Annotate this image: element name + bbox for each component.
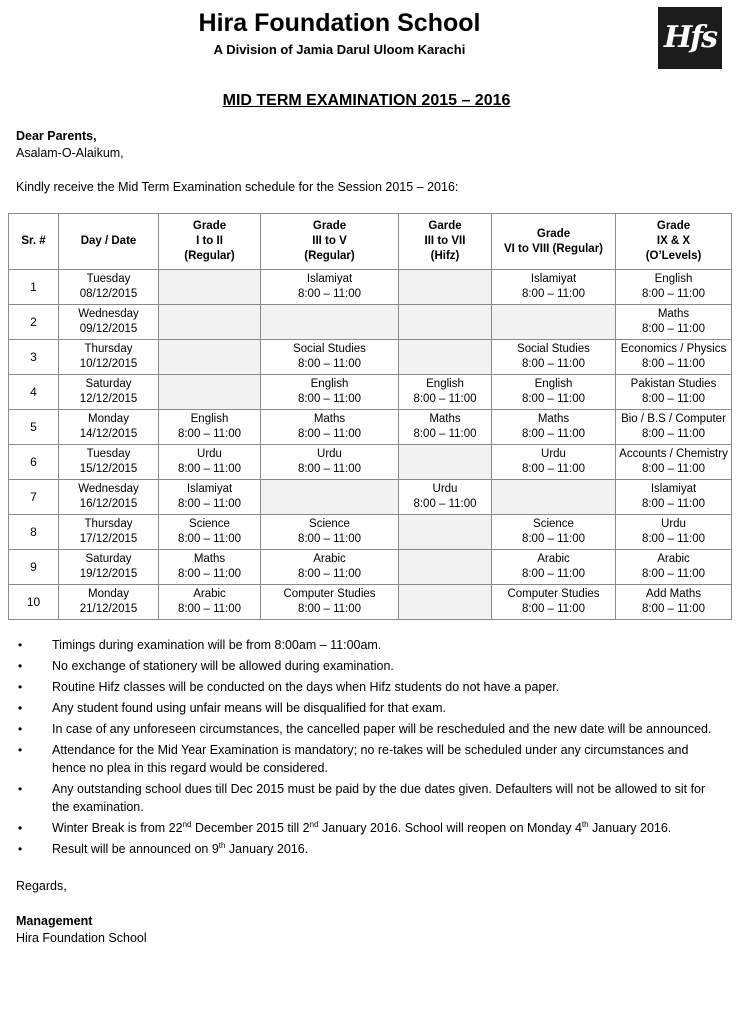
table-row [9, 585, 732, 620]
cell-serial-number: 1 [9, 270, 59, 305]
cell-grade-1-2 [159, 445, 261, 480]
cell-day-date [59, 480, 159, 515]
cell-grade-hifz [399, 270, 492, 305]
date-label: 14/12/2015 [79, 428, 138, 440]
cell-grade-hifz [399, 550, 492, 585]
date-label: 12/12/2015 [79, 393, 138, 405]
text-run: December 2015 till 2 [191, 821, 310, 835]
cell-grade-3-5 [261, 515, 399, 550]
exam-subject: Accounts / Chemistry [619, 448, 728, 460]
page-title: MID TERM EXAMINATION 2015 – 2016 [222, 92, 511, 109]
cell-grade-1-2 [159, 305, 261, 340]
cell-grade-1-2 [159, 480, 261, 515]
cell-grade-9-10 [616, 410, 732, 445]
exam-time: 8:00 – 11:00 [641, 498, 706, 510]
cell-grade-1-2 [159, 515, 261, 550]
cell-grade-hifz [399, 340, 492, 375]
exam-subject: Arabic [313, 553, 346, 565]
bullet-icon: • [18, 659, 23, 673]
ordinal-suffix: nd [182, 819, 192, 829]
cell-grade-3-5 [261, 305, 399, 340]
instruction-text: Attendance for the Mid Year Examination is mandatory; no re-takes will be scheduled under any circumstances and hence no plea in this regard would be considered. [52, 743, 689, 775]
cell-day-date [59, 270, 159, 305]
list-item [0, 657, 739, 675]
exam-time: 8:00 – 11:00 [641, 393, 706, 405]
cell-grade-6-8 [492, 270, 616, 305]
date-label: 17/12/2015 [79, 533, 138, 545]
exam-time: 8:00 – 11:00 [177, 498, 242, 510]
exam-schedule-table [8, 213, 732, 620]
bullet-icon: • [18, 842, 23, 856]
day-label: Saturday [85, 553, 132, 565]
school-logo-icon: Hfs [658, 7, 722, 69]
exam-subject: Pakistan Studies [630, 378, 717, 390]
schedule-table-wrapper [8, 213, 731, 620]
exam-time: 8:00 – 11:00 [177, 568, 242, 580]
exam-time: 8:00 – 11:00 [521, 463, 586, 475]
exam-time: 8:00 – 11:00 [521, 603, 586, 615]
cell-day-date [59, 305, 159, 340]
table-row [9, 445, 732, 480]
cell-serial-number: 4 [9, 375, 59, 410]
cell-grade-6-8 [492, 375, 616, 410]
exam-time: 8:00 – 11:00 [641, 288, 706, 300]
exam-time: 8:00 – 11:00 [641, 568, 706, 580]
bullet-icon: • [18, 722, 23, 736]
signature-management: Management [16, 914, 93, 928]
date-label: 19/12/2015 [79, 568, 138, 580]
exam-subject: Economics / Physics [620, 343, 727, 355]
signature-school: Hira Foundation School [16, 931, 147, 945]
exam-time: 8:00 – 11:00 [297, 358, 362, 370]
cell-grade-3-5 [261, 550, 399, 585]
column-header-grade-1-2: Grade I to II (Regular) [159, 214, 261, 270]
exam-subject: Science [533, 518, 574, 530]
table-row [9, 480, 732, 515]
list-item [0, 741, 739, 777]
exam-subject: Social Studies [293, 343, 366, 355]
cell-grade-6-8 [492, 515, 616, 550]
instruction-text: No exchange of stationery will be allowed during examination. [52, 659, 394, 673]
school-name: Hira Foundation School [198, 9, 481, 37]
table-header-row [9, 214, 732, 270]
exam-subject: Urdu [197, 448, 222, 460]
cell-grade-9-10 [616, 480, 732, 515]
exam-subject: Bio / B.S / Computer [621, 413, 726, 425]
greeting: Asalam-O-Alaikum, [16, 146, 124, 160]
letterhead [0, 0, 739, 78]
cell-grade-9-10 [616, 585, 732, 620]
exam-subject: Maths [657, 308, 690, 320]
regards-text: Regards, [16, 879, 67, 893]
exam-subject: English [534, 378, 573, 390]
exam-subject: English [426, 378, 464, 390]
exam-time: 8:00 – 11:00 [297, 568, 362, 580]
exam-subject: Science [189, 518, 230, 530]
exam-subject: English [654, 273, 693, 285]
day-label: Tuesday [86, 448, 131, 460]
exam-subject: Computer Studies [283, 588, 376, 600]
cell-grade-9-10 [616, 340, 732, 375]
cell-grade-3-5 [261, 585, 399, 620]
day-label: Thursday [84, 518, 133, 530]
ordinal-suffix: th [218, 840, 226, 850]
day-label: Monday [88, 413, 129, 425]
exam-subject: Science [309, 518, 350, 530]
instruction-text: Timings during examination will be from 8:00am – 11:00am. [52, 638, 382, 652]
cell-grade-3-5 [261, 270, 399, 305]
cell-grade-9-10 [616, 270, 732, 305]
bullet-icon: • [18, 743, 23, 757]
table-row [9, 270, 732, 305]
date-label: 08/12/2015 [79, 288, 138, 300]
ordinal-suffix: nd [309, 819, 319, 829]
date-label: 15/12/2015 [79, 463, 138, 475]
table-row [9, 305, 732, 340]
exam-subject: Maths [313, 413, 346, 425]
bullet-icon: • [18, 638, 23, 652]
cell-serial-number: 7 [9, 480, 59, 515]
bullet-icon: • [18, 680, 23, 694]
cell-grade-1-2 [159, 340, 261, 375]
exam-subject: Urdu [541, 448, 566, 460]
exam-time: 8:00 – 11:00 [297, 428, 362, 440]
column-header-day-date: Day / Date [59, 214, 159, 270]
bullet-icon: • [18, 701, 23, 715]
cell-grade-hifz [399, 515, 492, 550]
exam-subject: Arabic [193, 588, 226, 600]
ordinal-suffix: th [581, 819, 589, 829]
instruction-text [52, 821, 671, 835]
cell-serial-number: 10 [9, 585, 59, 620]
cell-serial-number: 5 [9, 410, 59, 445]
cell-day-date [59, 445, 159, 480]
date-label: 09/12/2015 [79, 323, 138, 335]
exam-time: 8:00 – 11:00 [641, 603, 706, 615]
list-item [0, 780, 739, 816]
exam-time: 8:00 – 11:00 [641, 323, 706, 335]
cell-grade-3-5 [261, 410, 399, 445]
exam-time: 8:00 – 11:00 [413, 498, 477, 510]
cell-grade-1-2 [159, 550, 261, 585]
school-subtitle: A Division of Jamia Darul Uloom Karachi [213, 42, 466, 57]
cell-grade-1-2 [159, 375, 261, 410]
bullet-icon: • [18, 782, 23, 796]
cell-grade-6-8 [492, 340, 616, 375]
exam-time: 8:00 – 11:00 [177, 428, 242, 440]
exam-subject: Islamiyat [650, 483, 697, 495]
date-label: 16/12/2015 [79, 498, 138, 510]
exam-subject: Maths [537, 413, 570, 425]
table-row [9, 515, 732, 550]
cell-grade-6-8 [492, 550, 616, 585]
day-label: Thursday [84, 343, 133, 355]
instruction-text: Any outstanding school dues till Dec 2015 must be paid by the due dates given. Defaulters will not be allowed to sit for the examination. [52, 782, 706, 814]
cell-grade-1-2 [159, 410, 261, 445]
cell-day-date [59, 550, 159, 585]
cell-serial-number: 9 [9, 550, 59, 585]
exam-time: 8:00 – 11:00 [521, 568, 586, 580]
cell-serial-number: 6 [9, 445, 59, 480]
cell-serial-number: 8 [9, 515, 59, 550]
day-label: Monday [88, 588, 129, 600]
exam-subject: Social Studies [517, 343, 590, 355]
cell-grade-9-10 [616, 305, 732, 340]
text-run: Winter Break is from 22 [52, 821, 183, 835]
column-header-grade-3-5: Grade III to V (Regular) [261, 214, 399, 270]
exam-subject: Urdu [317, 448, 342, 460]
salutation: Dear Parents, [16, 129, 97, 143]
exam-time: 8:00 – 11:00 [177, 463, 242, 475]
cell-grade-3-5 [261, 445, 399, 480]
exam-subject: Urdu [661, 518, 686, 530]
text-run: January 2016. School will reopen on Monday 4 [318, 821, 582, 835]
exam-time: 8:00 – 11:00 [297, 463, 362, 475]
cell-grade-6-8 [492, 585, 616, 620]
day-label: Saturday [85, 378, 132, 390]
exam-subject: Computer Studies [507, 588, 600, 600]
list-item [0, 720, 739, 738]
cell-grade-9-10 [616, 550, 732, 585]
exam-time: 8:00 – 11:00 [413, 393, 477, 405]
exam-subject: English [190, 413, 229, 425]
cell-grade-3-5 [261, 480, 399, 515]
column-header-grade-9-10: Grade IX & X (O’Levels) [616, 214, 732, 270]
exam-time: 8:00 – 11:00 [521, 358, 586, 370]
cell-grade-hifz [399, 480, 492, 515]
exam-subject: Islamiyat [530, 273, 577, 285]
cell-day-date [59, 515, 159, 550]
table-row [9, 375, 732, 410]
exam-subject: Maths [429, 413, 461, 425]
exam-time: 8:00 – 11:00 [521, 393, 586, 405]
cell-serial-number: 2 [9, 305, 59, 340]
exam-subject: Urdu [432, 483, 458, 495]
cell-grade-9-10 [616, 515, 732, 550]
exam-time: 8:00 – 11:00 [641, 533, 706, 545]
exam-time: 8:00 – 11:00 [297, 288, 362, 300]
exam-subject: English [310, 378, 349, 390]
table-row [9, 340, 732, 375]
instructions-list [0, 636, 739, 858]
exam-subject: Add Maths [646, 588, 701, 600]
exam-time: 8:00 – 11:00 [297, 393, 362, 405]
column-header-grade-hifz: Garde III to VII (Hifz) [399, 214, 492, 270]
cell-grade-9-10 [616, 445, 732, 480]
exam-time: 8:00 – 11:00 [521, 288, 586, 300]
list-item [0, 678, 739, 696]
cell-grade-1-2 [159, 270, 261, 305]
exam-time: 8:00 – 11:00 [297, 533, 362, 545]
cell-grade-hifz [399, 445, 492, 480]
exam-time: 8:00 – 11:00 [641, 463, 706, 475]
cell-grade-hifz [399, 305, 492, 340]
table-row [9, 410, 732, 445]
cell-grade-6-8 [492, 445, 616, 480]
exam-time: 8:00 – 11:00 [521, 533, 586, 545]
day-label: Wednesday [78, 308, 139, 320]
intro-text: Kindly receive the Mid Term Examination schedule for the Session 2015 – 2016: [16, 180, 459, 194]
exam-subject: Arabic [537, 553, 570, 565]
instruction-text: Routine Hifz classes will be conducted on the days when Hifz students do not have a paper. [52, 680, 560, 694]
cell-grade-6-8 [492, 410, 616, 445]
exam-time: 8:00 – 11:00 [641, 358, 706, 370]
cell-grade-6-8 [492, 480, 616, 515]
instruction-text: Any student found using unfair means will be disqualified for that exam. [52, 701, 446, 715]
exam-time: 8:00 – 11:00 [177, 603, 242, 615]
exam-subject: Arabic [657, 553, 690, 565]
date-label: 21/12/2015 [79, 603, 138, 615]
list-item [0, 699, 739, 717]
cell-grade-3-5 [261, 340, 399, 375]
bullet-icon: • [18, 821, 23, 835]
instruction-text [52, 842, 308, 856]
day-label: Tuesday [86, 273, 131, 285]
exam-subject: Maths [193, 553, 226, 565]
cell-day-date [59, 340, 159, 375]
cell-day-date [59, 410, 159, 445]
cell-grade-3-5 [261, 375, 399, 410]
cell-day-date [59, 375, 159, 410]
exam-time: 8:00 – 11:00 [413, 428, 477, 440]
column-header-sr: Sr. # [9, 214, 59, 270]
cell-day-date [59, 585, 159, 620]
column-header-grade-6-8: Grade VI to VIII (Regular) [492, 214, 616, 270]
cell-serial-number: 3 [9, 340, 59, 375]
cell-grade-hifz [399, 585, 492, 620]
cell-grade-9-10 [616, 375, 732, 410]
day-label: Wednesday [78, 483, 139, 495]
cell-grade-1-2 [159, 585, 261, 620]
schedule-body [9, 270, 732, 620]
text-run: January 2016. [225, 842, 309, 856]
list-item [0, 840, 739, 858]
cell-grade-hifz [399, 410, 492, 445]
text-run: January 2016. [588, 821, 672, 835]
exam-subject: Islamiyat [186, 483, 233, 495]
exam-time: 8:00 – 11:00 [177, 533, 242, 545]
list-item [0, 636, 739, 654]
list-item [0, 819, 739, 837]
instruction-text: In case of any unforeseen circumstances, the cancelled paper will be rescheduled and the new date will be announced. [52, 722, 712, 736]
date-label: 10/12/2015 [79, 358, 138, 370]
exam-time: 8:00 – 11:00 [641, 428, 706, 440]
cell-grade-hifz [399, 375, 492, 410]
exam-subject: Islamiyat [306, 273, 353, 285]
table-row [9, 550, 732, 585]
exam-time: 8:00 – 11:00 [521, 428, 586, 440]
cell-grade-6-8 [492, 305, 616, 340]
exam-time: 8:00 – 11:00 [297, 603, 362, 615]
text-run: Result will be announced on 9 [52, 842, 219, 856]
